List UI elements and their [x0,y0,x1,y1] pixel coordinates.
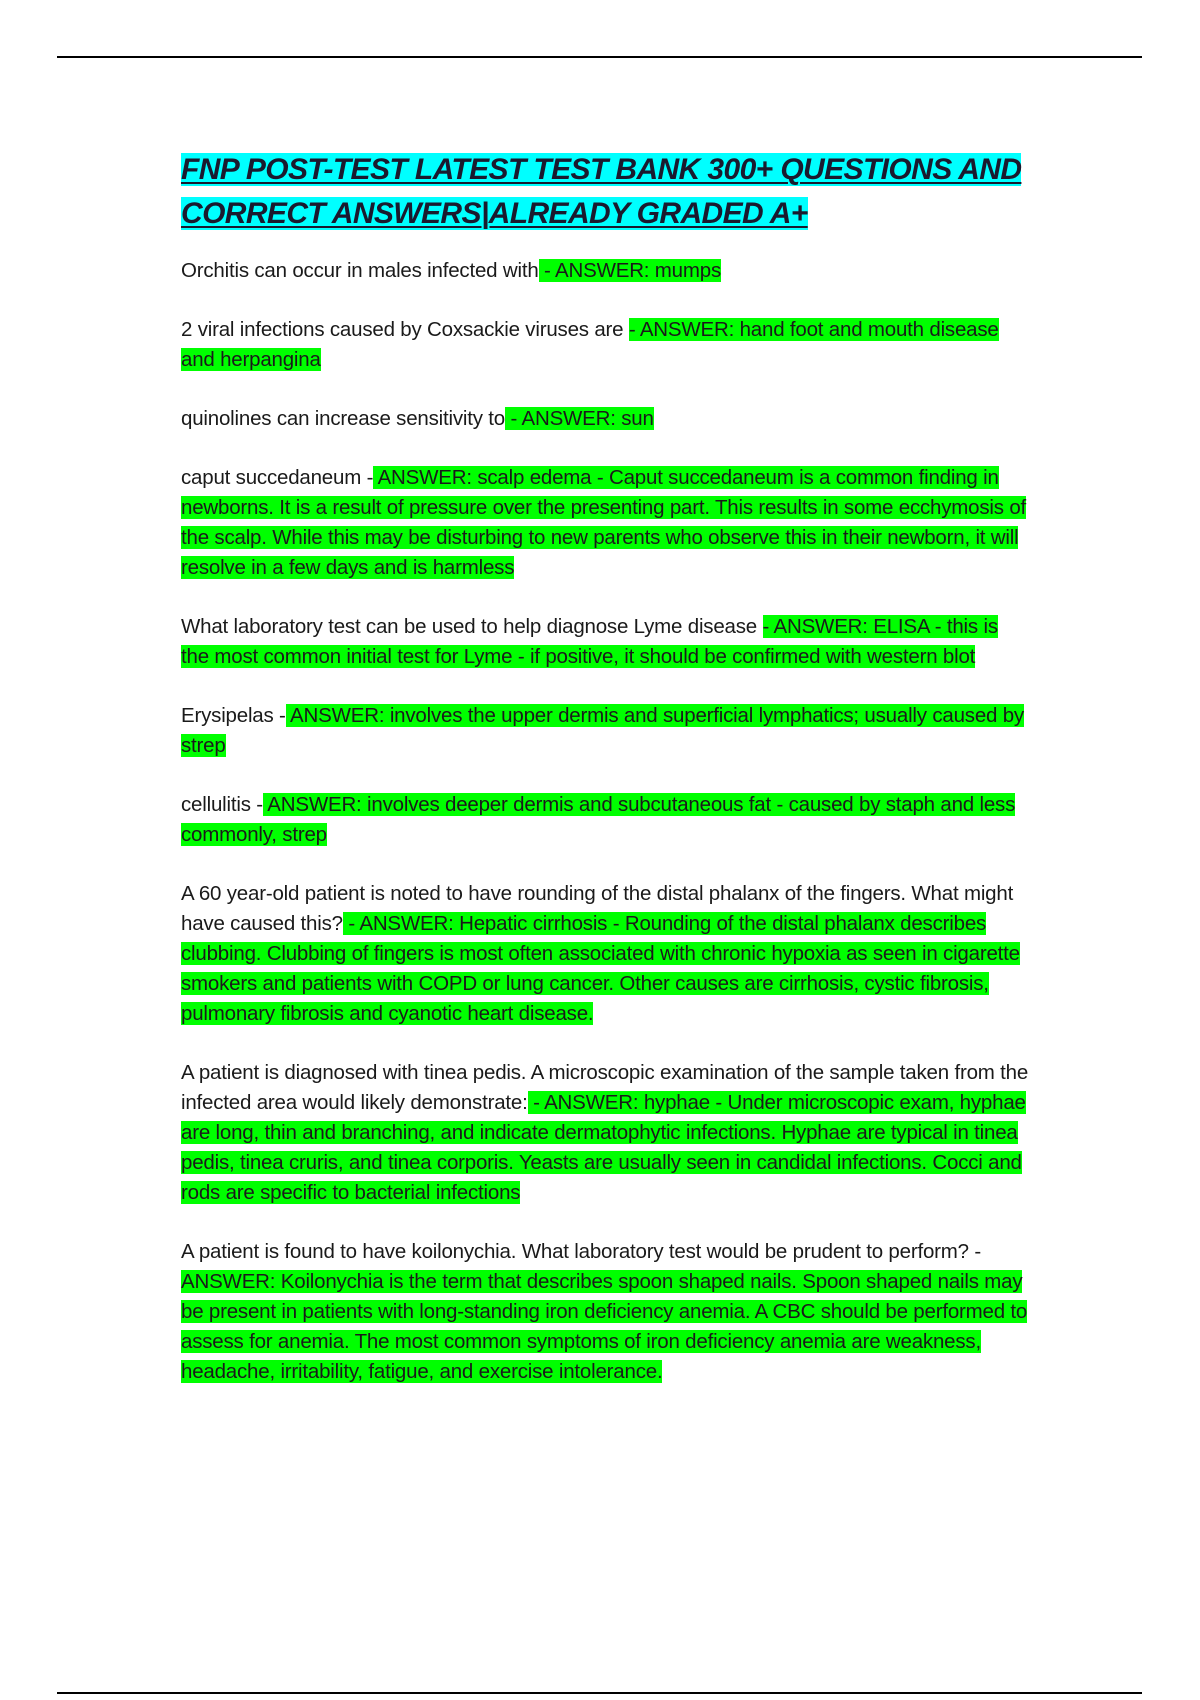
answer-text: ANSWER: involves deeper dermis and subcutaneous fat - caused by staph and less commonly, strep [181,793,1016,846]
document-title-text: FNP POST-TEST LATEST TEST BANK 300+ QUESTIONS AND CORRECT ANSWERS|ALREADY GRADED A+ [181,153,1022,230]
answer-text: - ANSWER: mumps [538,259,721,282]
question-text: What laboratory test can be used to help diagnose Lyme disease [181,615,763,638]
question-text: Erysipelas - [181,704,286,727]
question-text: cellulitis - [181,793,263,816]
question-text: A 60 year-old patient is noted to have rounding of the distal phalanx of the fingers. What might have caused this? [181,882,1014,935]
qa-item [181,879,1031,1029]
qa-item [181,1058,1031,1208]
qa-item [181,256,1031,286]
bottom-rule [57,1692,1142,1694]
qa-item [181,404,1031,434]
question-text: caput succedaneum - [181,466,374,489]
answer-text: ANSWER: Koilonychia is the term that describes spoon shaped nails. Spoon shaped nails may be present in patients with long-standing iron deficiency anemia. A CBC should be performed to assess for anemia. The most common symptoms of iron deficiency anemia are weakness, headache, irritability, fatigue, and exercise intolerance. [181,1270,1028,1383]
qa-item [181,612,1031,672]
answer-text: - ANSWER: ELISA - this is the most common initial test for Lyme - if positive, it should be confirmed with western blot [181,615,998,668]
question-text: Orchitis can occur in males infected with [181,259,539,282]
qa-item [181,315,1031,375]
question-text: A patient is found to have koilonychia. What laboratory test would be prudent to perform? - [181,1240,981,1263]
question-text: A patient is diagnosed with tinea pedis. A microscopic examination of the sample taken from the infected area would likely demonstrate: [181,1061,1029,1114]
answer-text: - ANSWER: Hepatic cirrhosis - Rounding of the distal phalanx describes clubbing. Clubbing of fingers is most often associated with chronic hypoxia as seen in cigarette smokers and patients with COPD or lung cancer. Other causes are cirrhosis, cystic fibrosis, pulmonary fibrosis and cyanotic heart disease. [181,912,1020,1025]
document-body [181,148,1031,1416]
qa-item [181,790,1031,850]
answer-text: ANSWER: scalp edema - Caput succedaneum is a common finding in newborns. It is a result of pressure over the presenting part. This results in some ecchymosis of the scalp. While this may be disturbing to new parents who observe this in their newborn, it will resolve in a few days and is harmless [181,466,1027,579]
document-title [181,148,1031,236]
answer-text: - ANSWER: hand foot and mouth disease and herpangina [181,318,999,371]
top-rule [57,56,1142,58]
question-text: 2 viral infections caused by Coxsackie viruses are [181,318,629,341]
qa-item [181,701,1031,761]
qa-item [181,1237,1031,1387]
question-text: quinolines can increase sensitivity to [181,407,505,430]
qa-item [181,463,1031,583]
answer-text: - ANSWER: sun [505,407,654,430]
answer-text: - ANSWER: hyphae - Under microscopic exam, hyphae are long, thin and branching, and indicate dermatophytic infections. Hyphae are typical in tinea pedis, tinea cruris, and tinea corporis. Yeasts are usually seen in candidal infections. Cocci and rods are specific to bacterial infections [181,1091,1026,1204]
answer-text: ANSWER: involves the upper dermis and superficial lymphatics; usually caused by strep [181,704,1024,757]
